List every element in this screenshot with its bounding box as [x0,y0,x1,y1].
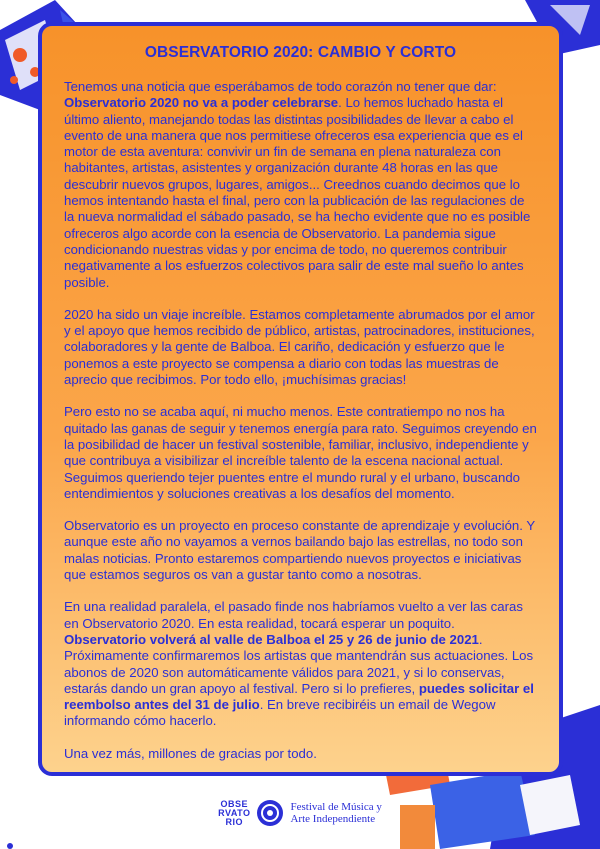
body-paragraph [64,746,537,762]
body-paragraph [64,404,537,502]
bottom-left-splash-art [0,840,60,849]
logo-tagline: Festival de Música y Arte Independiente [290,801,382,825]
paragraph-text: En una realidad paralela, el pasado finde nos habríamos vuelto a ver las caras en Observatorio 2020. En esta realidad, tocará esperar un poquito. [64,599,523,631]
logo-wordmark: OBSE RVATO RIO [218,798,251,827]
paragraph-text: . Lo hemos luchado hasta el último aliento, manejando todas las distintas posibilidades de llevar a cabo el evento de una manera que nos permitiese ofreceros esa experiencia que es el motor de esta aventura: convivir un fin de semana en plena naturaleza con habitantes, artistas, asistentes y organización durante 48 horas en las que descubrir nuevos grupos, lugares, amigos... Creednos cuando decimos que lo hemos intentando hasta el final, pero con la publicación de las regulaciones de la nueva normalidad el sábado pasado, se ha hecho evidente que no es posible ofreceros algo acorde con la esencia de Observatorio. La pandemia sigue condicionando nuestras vidas y por encima de todo, no queremos contribuir negativamente a los esfuerzos colectivos para salir de este mal sueño lo antes posible. [64,95,531,290]
paragraph-text: 2020 ha sido un viaje increíble. Estamos completamente abrumados por el amor y el apoyo que hemos recibido de público, artistas, patrocinadores, instituciones, colaboradores y la gente de Balboa. El cariño, dedicación y esfuerzo que le ponemos a este proyecto se compensa a diario con todas las muestras de aprecio que recibimos. Por todo ello, ¡muchísimas gracias! [64,306,535,388]
body-paragraph [64,599,537,729]
highlight-text: Observatorio 2020 no va a poder celebrarse [64,95,339,111]
announcement-body [64,79,537,762]
page-title: OBSERVATORIO 2020: CAMBIO Y CORTO [144,44,457,61]
highlight-text: puedes solicitar el reembolso antes del 31 de julio [64,680,534,713]
paragraph-text: Tenemos una noticia que esperábamos de todo corazón no tener que dar: [64,79,497,94]
festival-logo [0,793,600,833]
paragraph-text: Pero esto no se acaba aquí, ni mucho menos. Este contratiempo no nos ha quitado las ganas de seguir y tenemos energía para rato. Seguimos creyendo en la posibilidad de hacer un festival sostenible, familiar, inclusivo, independiente y que contribuya a visibilizar el increíble talento de la escena nacional actual. Seguimos queriendo tejer puentes entre el mundo rural y el urbano, buscando entendimientos y soluciones creativas a los desafíos del momento. [64,404,537,501]
paragraph-text: Observatorio es un proyecto en proceso constante de aprendizaje y evolución. Y aunque este año no vayamos a vernos bailando bajo las estrellas, no todo son malas noticias. Pronto estaremos compartiendo nuevos proyectos e iniciativas que estamos seguros os van a gustar tanto como a nosotras. [64,518,535,583]
highlight-text: Observatorio volverá al valle de Balboa el 25 y 26 de junio de 2021 [64,631,479,647]
paragraph-text: . En breve recibiréis un email de Wegow informando cómo hacerlo. [64,697,496,729]
paragraph-text: Una vez más, millones de gracias por todo. [64,745,317,761]
body-paragraph [64,79,537,291]
paragraph-text: . Próximamente confirmaremos los artistas que mantendrán sus actuaciones. Los abonos de 2020 son automáticamente válidos para 2021, y si lo conservas, estarás dando un gran apoyo al festival. Pero si lo prefieres, [64,631,534,696]
body-paragraph [64,518,537,583]
announcement-card [38,22,563,776]
body-paragraph [64,307,537,388]
logo-circle-icon [256,799,284,827]
